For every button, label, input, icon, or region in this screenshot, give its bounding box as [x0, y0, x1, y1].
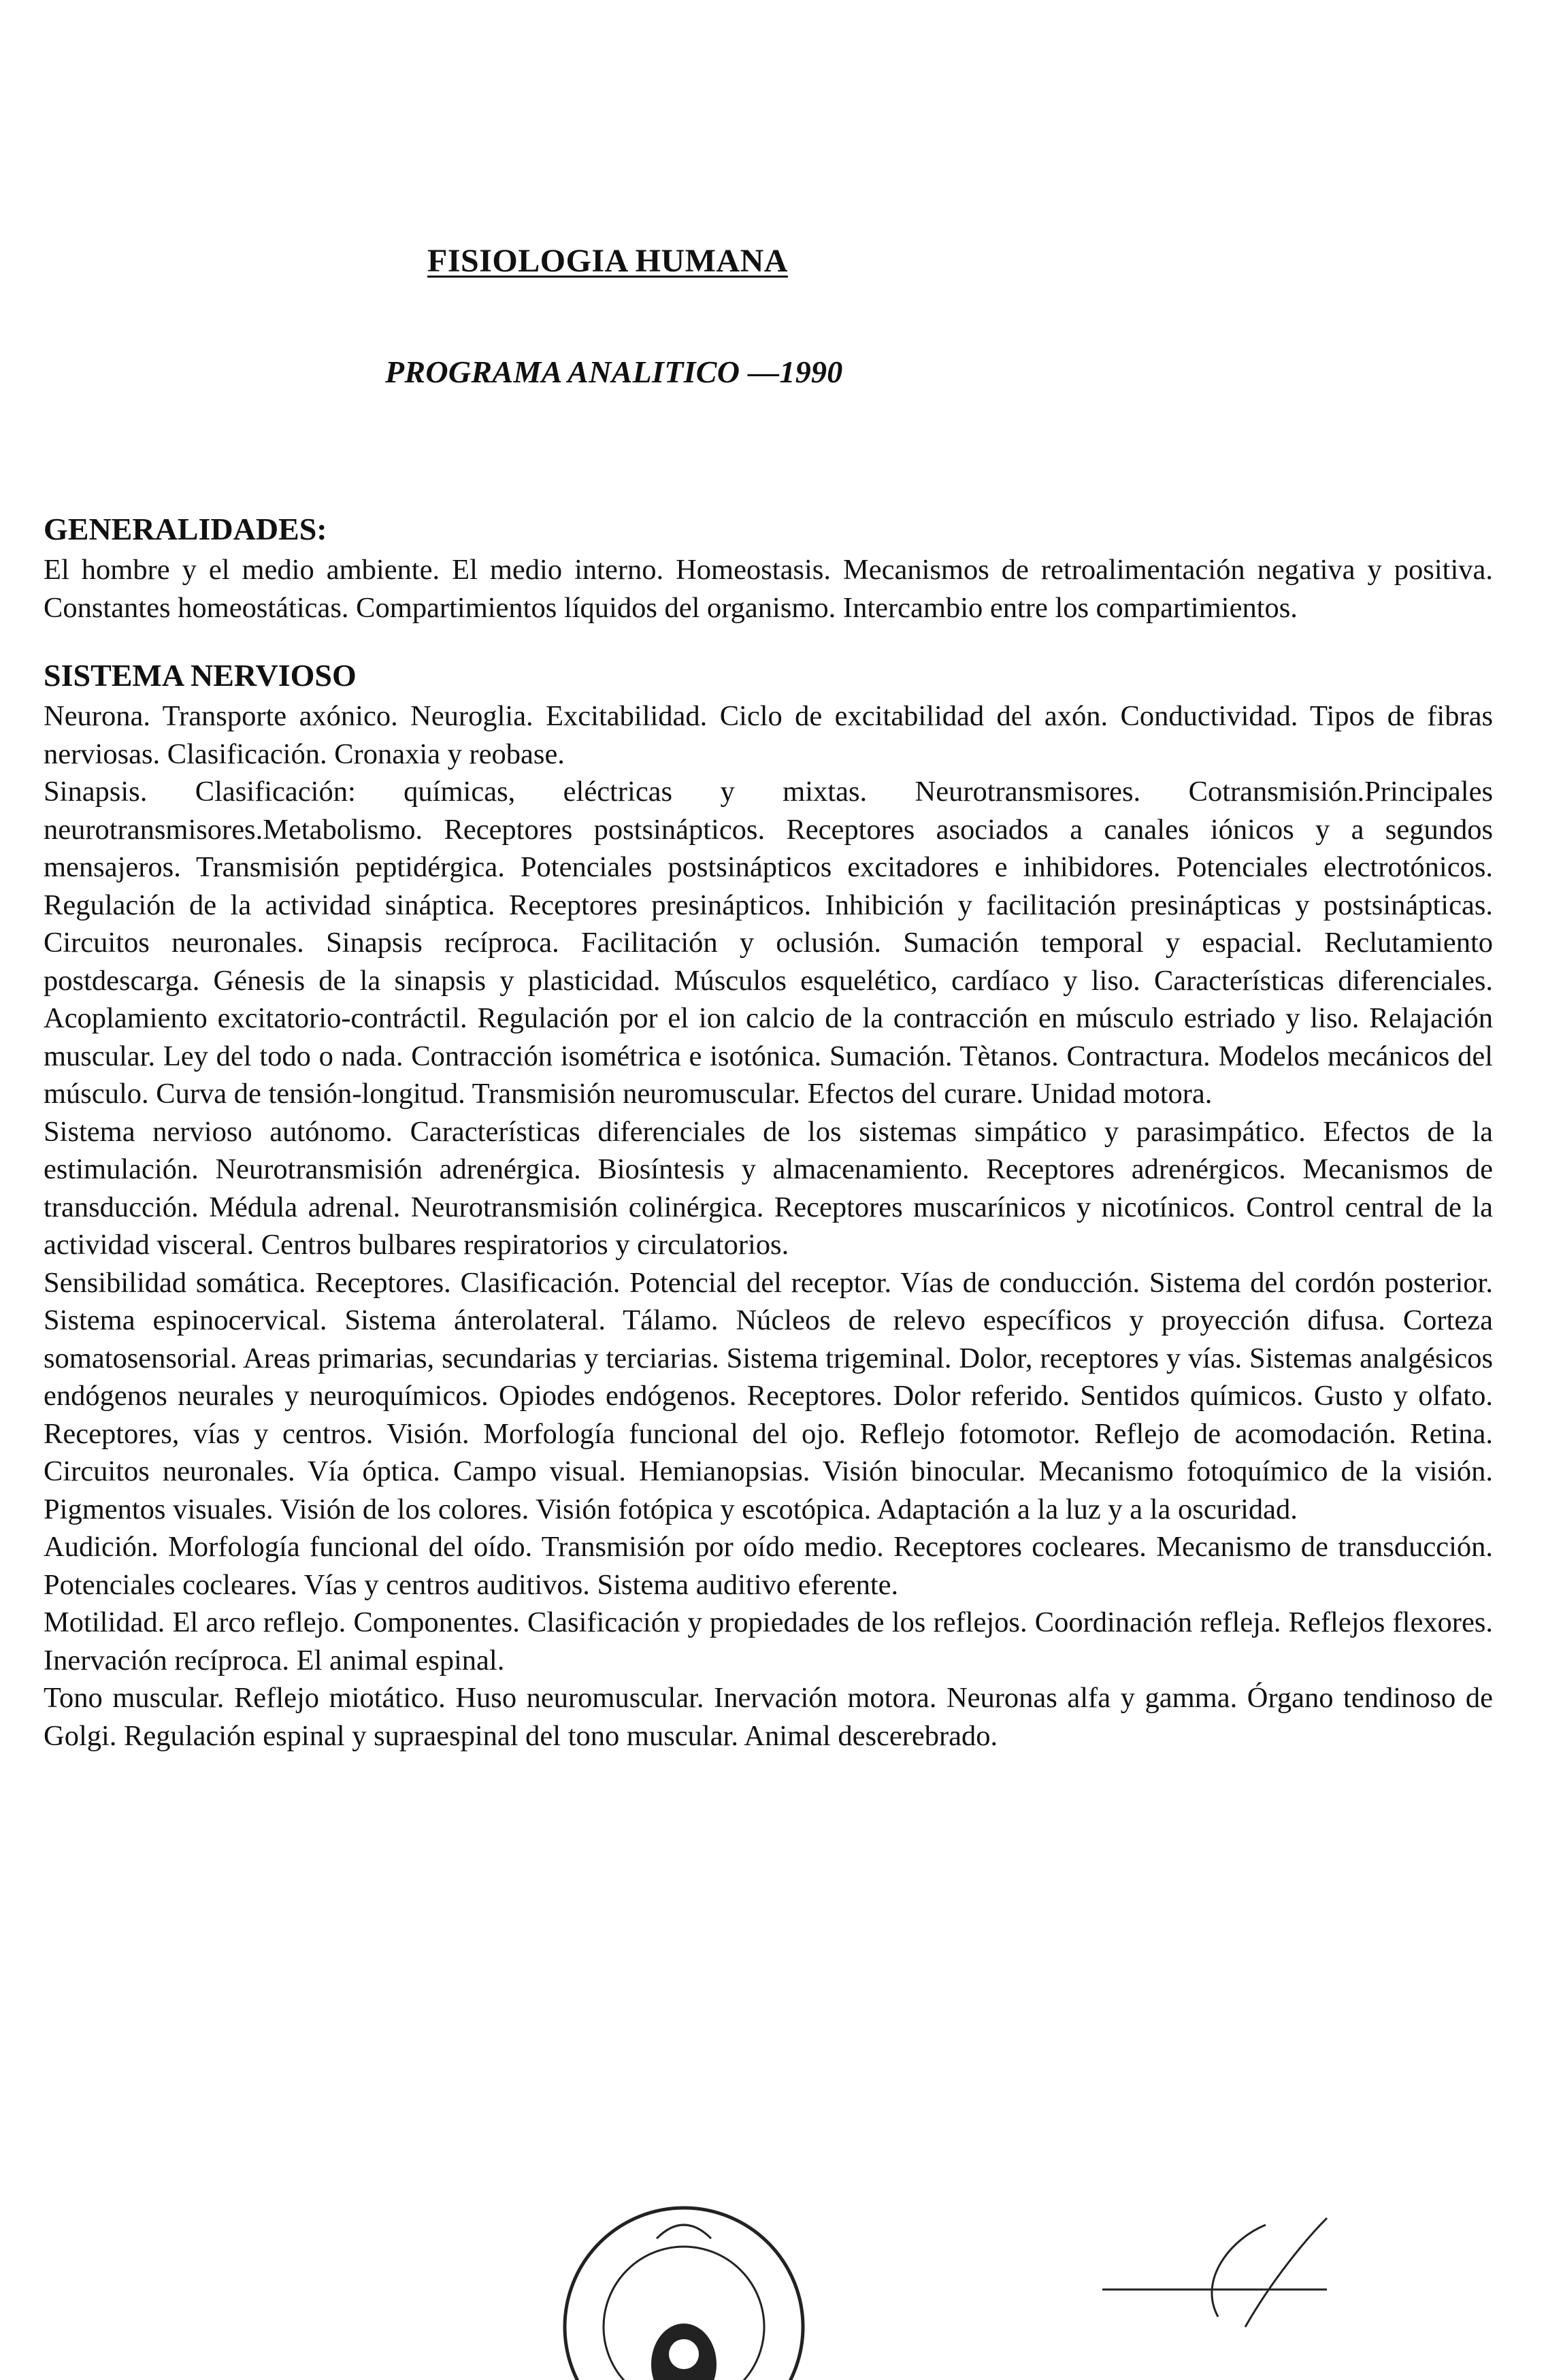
- paragraph: Sistema nervioso autónomo. Características diferenciales de los sistemas simpático y parasimpático. Efectos de la estimulación. Neurotransmisión adrenérgica. Biosíntesis y almacenamiento. Receptores adrenérgicos. Mecanismos de transducción. Médula adrenal. Neurotransmisión colinérgica. Receptores muscarínicos y nicotínicos. Control central de la actividad visceral. Centros bulbares respiratorios y circulatorios.: [44, 1115, 1493, 1261]
- section-heading: GENERALIDADES:: [44, 512, 327, 546]
- paragraph: Neurona. Transporte axónico. Neuroglia. Excitabilidad. Ciclo de excitabilidad del axón. Conductividad. Tipos de fibras nerviosas. Clasificación. Cronaxia y reobase.: [44, 700, 1493, 770]
- paragraph: Sinapsis. Clasificación: químicas, eléctricas y mixtas. Neurotransmisores. Cotransmisión.Principales neurotransmisores.Metabolismo. Receptores postsinápticos. Receptores asociados a canales iónicos y a segundos mensajeros. Transmisión peptidérgica. Potenciales postsinápticos excitadores e inhibidores. Potenciales electrotónicos. Regulación de la actividad sináptica. Receptores presinápticos. Inhibición y facilitación presinápticas y postsinápticas. Circuitos neuronales. Sinapsis recíproca. Facilitación y oclusión. Sumación temporal y espacial. Reclutamiento postdescarga. Génesis de la sinapsis y plasticidad. Músculos esquelético, cardíaco y liso. Características diferenciales. Acoplamiento excitatorio-contráctil. Regulación por el ion calcio de la contracción en músculo estriado y liso. Relajación muscular. Ley del todo o nada. Contracción isométrica e isotónica. Sumación. Tètanos. Contractura. Modelos mecánicos del músculo. Curva de tensión-longitud. Transmisión neuromuscular. Efectos del curare. Unidad motora.: [44, 776, 1493, 1110]
- document-subtitle: PROGRAMA ANALITICO —1990: [385, 354, 843, 389]
- paragraph: Audición. Morfología funcional del oído. Transmisión por oído medio. Receptores cocleares. Mecanismo de transducción. Potenciales cocleares. Vías y centros auditivos. Sistema auditivo eferente.: [44, 1531, 1493, 1601]
- section-sistema-nervioso: [44, 655, 1493, 1755]
- university-seal: [0, 2198, 1546, 2380]
- section-heading: SISTEMA NERVIOSO: [44, 658, 357, 693]
- paragraph: Sensibilidad somática. Receptores. Clasificación. Potencial del receptor. Vías de conducción. Sistema del cordón posterior. Sistema espinocervical. Sistema ánterolateral. Tálamo. Núcleos de relevo específicos y proyección difusa. Corteza somatosensorial. Areas primarias, secundarias y terciarias. Sistema trigeminal. Dolor, receptores y vías. Sistemas analgésicos endógenos neurales y neuroquímicos. Opiodes endógenos. Receptores. Dolor referido. Sentidos químicos. Gusto y olfato. Receptores, vías y centros. Visión. Morfología funcional del ojo. Reflejo fotomotor. Reflejo de acomodación. Retina. Circuitos neuronales. Vía óptica. Campo visual. Hemianopsias. Visión binocular. Mecanismo fotoquímico de la visión. Pigmentos visuales. Visión de los colores. Visión fotópica y escotópica. Adaptación a la luz y a la oscuridad.: [44, 1266, 1493, 1525]
- document-body: [44, 509, 1493, 1783]
- paragraph: Motilidad. El arco reflejo. Componentes. Clasificación y propiedades de los reflejos. Coordinación refleja. Reflejos flexores. Inervación recíproca. El animal espinal.: [44, 1606, 1493, 1676]
- handwritten-signature: [1102, 2218, 1327, 2327]
- paragraph: Tono muscular. Reflejo miotático. Huso neuromuscular. Inervación motora. Neuronas alfa y gamma. Órgano tendinoso de Golgi. Regulación espinal y supraespinal del tono muscular. Animal descerebrado.: [44, 1682, 1493, 1752]
- document-title: FISIOLOGIA HUMANA: [427, 243, 788, 279]
- seal-stamp: [565, 2208, 803, 2380]
- paragraph: El hombre y el medio ambiente. El medio interno. Homeostasis. Mecanismos de retroalimentación negativa y positiva. Constantes homeostáticas. Compartimientos líquidos del organismo. Intercambio entre los compartimientos.: [44, 554, 1493, 624]
- signature-area: [0, 2198, 1546, 2380]
- section-generalidades: [44, 509, 1493, 627]
